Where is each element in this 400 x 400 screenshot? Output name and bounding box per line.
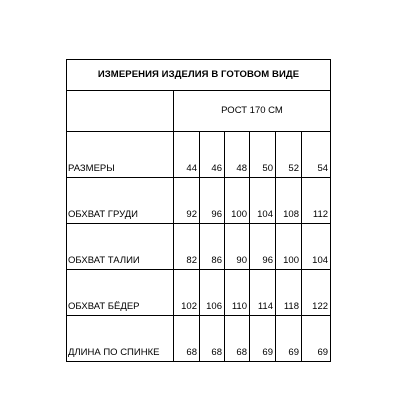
table-cell: 112 [302, 178, 331, 224]
table-cell: 118 [276, 270, 302, 316]
table-cell: 48 [225, 132, 250, 178]
table-cell: 86 [200, 224, 225, 270]
table-cell: 106 [200, 270, 225, 316]
table-cell: 104 [302, 224, 331, 270]
size-chart-table [66, 59, 331, 362]
table-row-chest [67, 178, 331, 224]
header-blank-cell [67, 91, 174, 132]
table-cell: 102 [174, 270, 200, 316]
table-cell: 69 [276, 316, 302, 362]
height-header: РОСТ 170 СМ [174, 91, 331, 132]
row-label: ОБХВАТ БЁДЕР [67, 270, 174, 316]
table-cell: 68 [200, 316, 225, 362]
height-header-row [67, 91, 331, 132]
table-cell: 100 [225, 178, 250, 224]
table-cell: 122 [302, 270, 331, 316]
table-cell: 100 [276, 224, 302, 270]
row-label: ДЛИНА ПО СПИНКЕ [67, 316, 174, 362]
table-cell: 69 [302, 316, 331, 362]
table-cell: 96 [200, 178, 225, 224]
title-row [67, 60, 331, 91]
table-cell: 96 [250, 224, 276, 270]
table-cell: 114 [250, 270, 276, 316]
table-cell: 46 [200, 132, 225, 178]
row-label: ОБХВАТ ГРУДИ [67, 178, 174, 224]
table-cell: 82 [174, 224, 200, 270]
table-title: ИЗМЕРЕНИЯ ИЗДЕЛИЯ В ГОТОВОМ ВИДЕ [67, 60, 331, 91]
table-cell: 110 [225, 270, 250, 316]
table-cell: 68 [225, 316, 250, 362]
table-cell: 54 [302, 132, 331, 178]
table-cell: 44 [174, 132, 200, 178]
table-cell: 104 [250, 178, 276, 224]
table-cell: 69 [250, 316, 276, 362]
row-label: РАЗМЕРЫ [67, 132, 174, 178]
row-label: ОБХВАТ ТАЛИИ [67, 224, 174, 270]
table-row-waist [67, 224, 331, 270]
table-cell: 50 [250, 132, 276, 178]
table-cell: 108 [276, 178, 302, 224]
table-cell: 52 [276, 132, 302, 178]
table-row-back-length [67, 316, 331, 362]
table-cell: 90 [225, 224, 250, 270]
table-cell: 68 [174, 316, 200, 362]
table-row-hips [67, 270, 331, 316]
table-cell: 92 [174, 178, 200, 224]
table-row-sizes [67, 132, 331, 178]
